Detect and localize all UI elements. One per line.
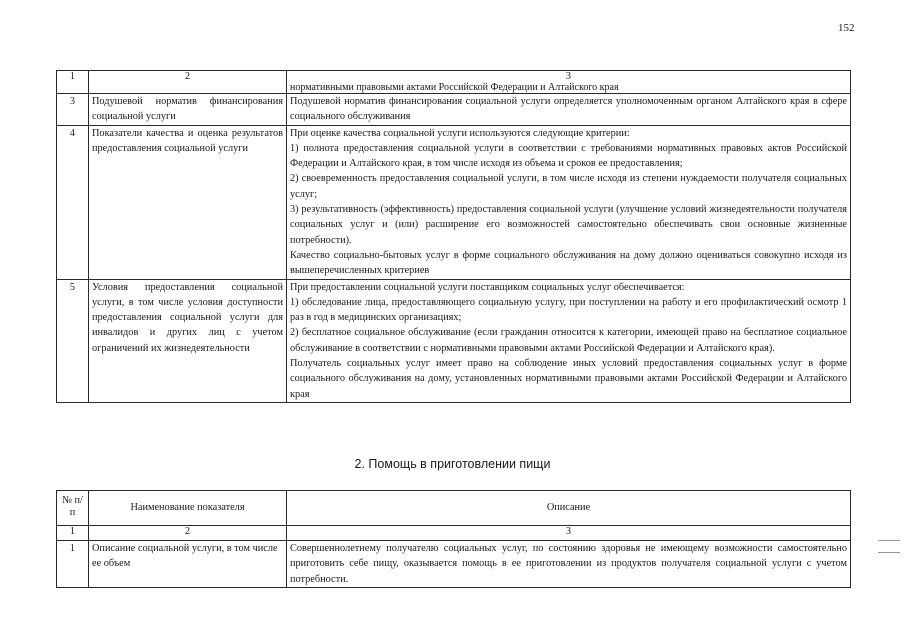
description-paragraph: При оценке качества социальной услуги используются следующие критерии:: [290, 127, 630, 139]
row-number: 1: [57, 541, 89, 588]
description-paragraph: Получатель социальных услуг имеет право на соблюдение иных условий предоставления социальных услуг в форме социального обслуживания на дому, установленных нормативными правовыми актами Российской Федерации и Алтайского края: [290, 358, 847, 400]
table-row: [57, 279, 851, 402]
header-cell: [287, 71, 851, 94]
table-row: [57, 94, 851, 126]
header-cell: 1: [57, 526, 89, 541]
continuation-text: нормативными правовыми актами Российской Федерации и Алтайского края: [290, 82, 619, 93]
header-cell: 1: [57, 71, 89, 94]
indicator-description: [287, 94, 851, 126]
header-cell: 2: [89, 71, 287, 94]
row-number: 4: [57, 125, 89, 279]
description-paragraph: Качество социально-бытовых услуг в форме социального обслуживания на дому должно оцениваться совокупно исходя из вышеперечисленных критериев: [290, 249, 847, 277]
description-paragraph: 1) обследование лица, предоставляющего социальную услугу, при поступлении на работу и его профилактический осмотр 1 раз в год в медицинских организациях;: [290, 296, 847, 324]
header-cell: 2: [89, 526, 287, 541]
table-number-row: [57, 71, 851, 94]
column-header-name: Наименование показателя: [89, 491, 287, 526]
scan-mark: [878, 552, 900, 553]
row-number: 5: [57, 279, 89, 402]
table-row: [57, 125, 851, 279]
description-paragraph: 1) полнота предоставления социальной услуги в соответствии с требованиями нормативных правовых актов Российской Федерации и Алтайского края, в том числе исходя из объема и сроков ее предоставления;: [290, 142, 847, 170]
cooking-help-table: [56, 490, 851, 588]
description-paragraph: 2) бесплатное социальное обслуживание (если гражданин относится к категории, имеющей право на бесплатное социальное обслуживание в соответствии с нормативными правовыми актами Российской Федерации и Алтайского края).: [290, 327, 847, 354]
section-title: 2. Помощь в приготовлении пищи: [354, 457, 551, 471]
table-number-row: [57, 526, 851, 541]
table-row: [57, 541, 851, 588]
description-paragraph: Подушевой норматив финансирования социальной услуги определяется уполномоченным органом Алтайского края в сфере социального обслуживания: [290, 96, 847, 123]
description-paragraph: При предоставлении социальной услуги поставщиком социальных услуг обеспечивается:: [290, 281, 685, 293]
page-number: 152: [838, 22, 855, 34]
indicator-name: Описание социальной услуги, в том числе ее объем: [89, 541, 287, 588]
column-header-description: Описание: [287, 491, 851, 526]
indicator-name: Подушевой норматив финансирования социальной услуги: [89, 94, 287, 126]
description-paragraph: 3) результативность (эффективность) предоставления социальной услуги (улучшение условий жизнедеятельности получателя социальных услуг и (или) расширение его возможностей самостоятельно обеспечивать свои основные жизненные потребности).: [290, 204, 847, 246]
description-paragraph: 2) своевременность предоставления социальной услуги, в том числе исходя из степени нуждаемости получателя социальных услуг;: [290, 173, 847, 200]
column-header-row: [57, 491, 851, 526]
indicator-name: Условия предоставления социальной услуги, в том числе условия доступности предоставления социальной услуги для инвалидов и других лиц с учетом ограничений их жизнедеятельности: [89, 279, 287, 402]
row-number: 3: [57, 94, 89, 126]
indicator-name: Показатели качества и оценка результатов предоставления социальной услуги: [89, 125, 287, 279]
column-header-number: № п/п: [57, 491, 89, 526]
indicator-description: [287, 125, 851, 279]
header-cell: 3: [287, 526, 851, 541]
indicator-description: Совершеннолетнему получателю социальных услуг, по состоянию здоровья не имеющему возможности самостоятельно приготовить себе пищу, оказывается помощь в ее приготовлении из продуктов получателя социальной услуги с учетом потребности.: [287, 541, 851, 588]
indicator-description: [287, 279, 851, 402]
scan-mark: [878, 540, 900, 541]
header-cell-number: 3: [565, 71, 572, 82]
services-table-continued: [56, 70, 851, 403]
